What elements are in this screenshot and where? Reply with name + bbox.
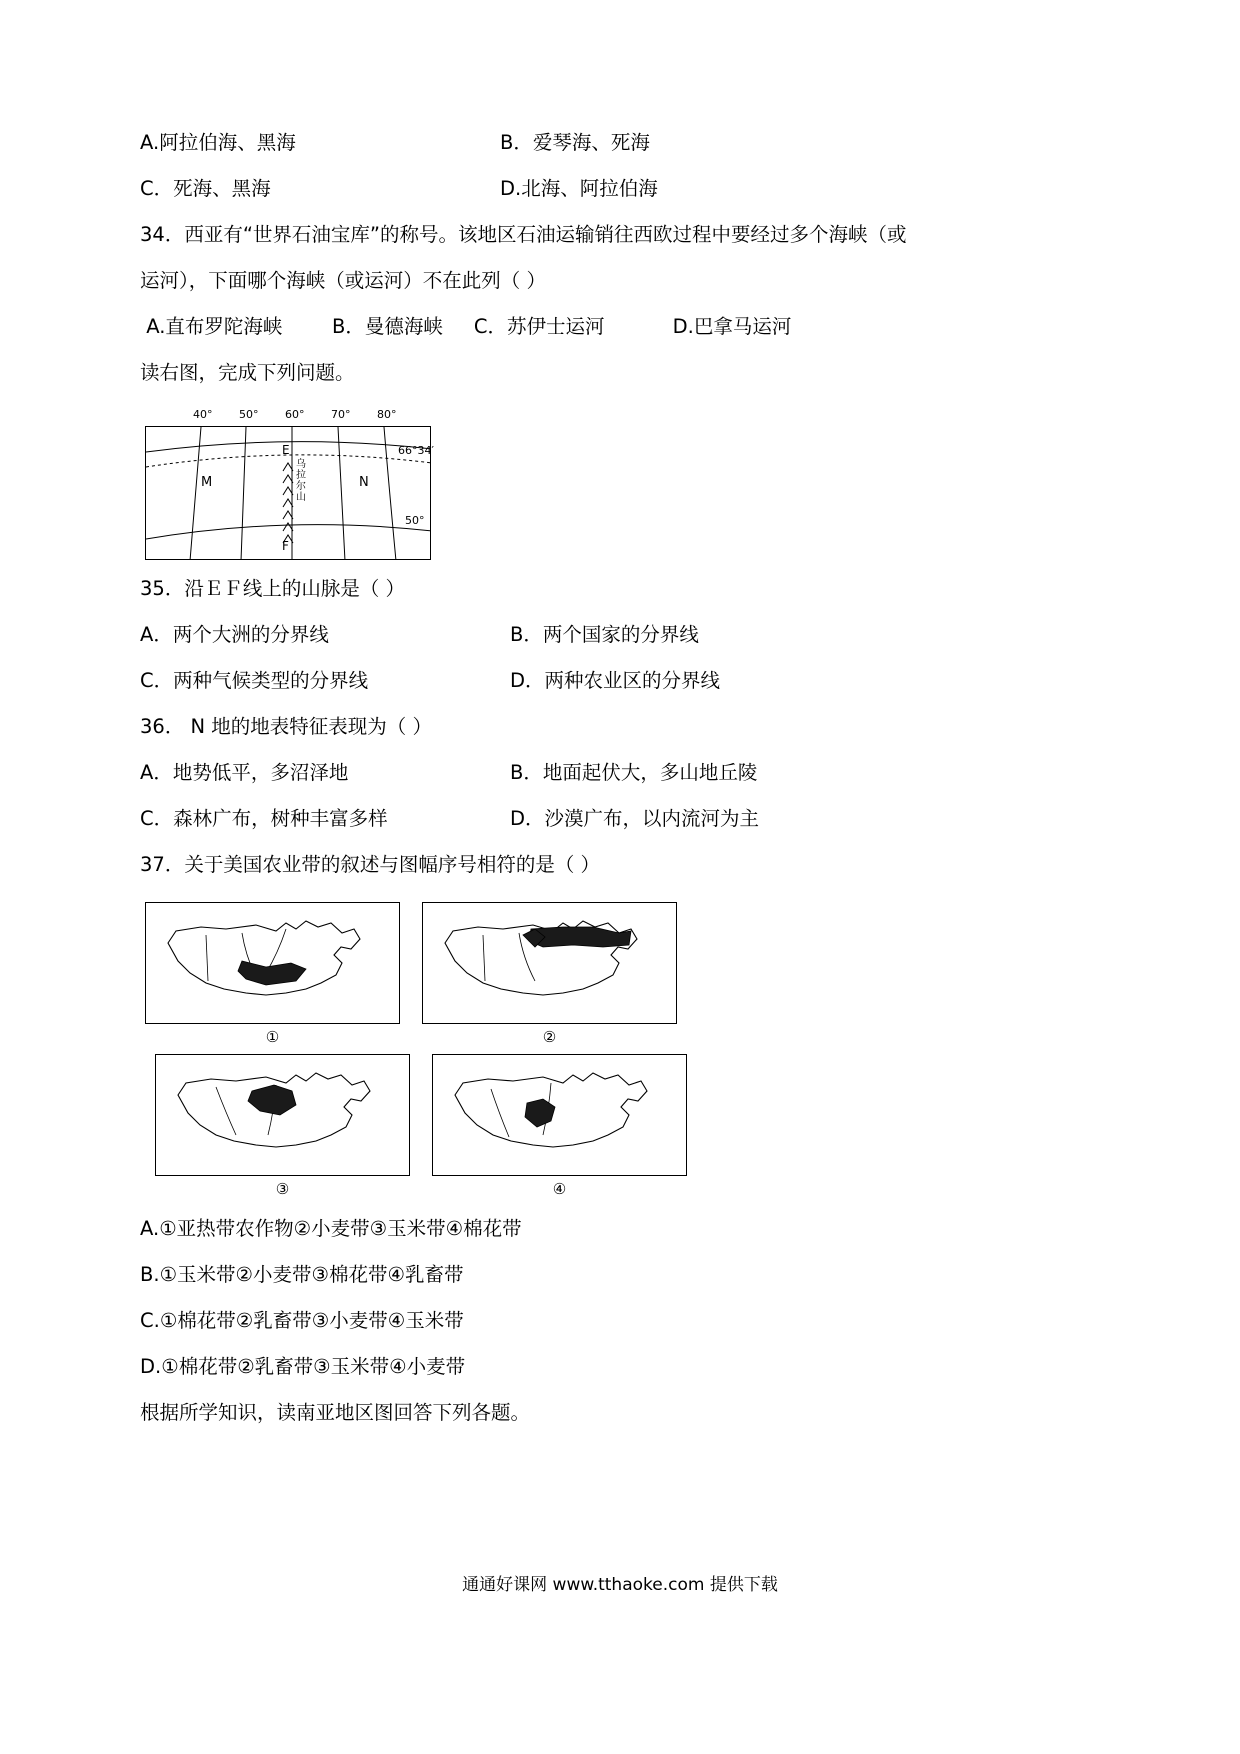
lat-label-6634: 66°34′ bbox=[398, 444, 434, 457]
q33-option-b: B．爱琴海、死海 bbox=[500, 131, 650, 154]
us-map-drawing-3 bbox=[156, 1055, 410, 1176]
point-e-label: E bbox=[282, 443, 290, 457]
us-map-cell-3 bbox=[155, 1054, 410, 1202]
lon-label-40: 40° bbox=[193, 408, 213, 421]
lon-label-50: 50° bbox=[239, 408, 259, 421]
us-map-3 bbox=[155, 1054, 410, 1176]
lat-label-50: 50° bbox=[405, 514, 425, 527]
us-agriculture-figure bbox=[145, 902, 705, 1202]
q35-option-d: D．两种农业区的分界线 bbox=[510, 669, 721, 692]
q36-option-c: C．森林广布，树种丰富多样 bbox=[140, 807, 388, 830]
q36-options-row-1 bbox=[140, 750, 1100, 796]
us-map-2 bbox=[422, 902, 677, 1024]
q36-option-b: B．地面起伏大，多山地丘陵 bbox=[510, 761, 758, 784]
us-map-caption-1: ① bbox=[265, 1028, 280, 1046]
q34-stem-line1: 34．西亚有“世界石油宝库”的称号。该地区石油运输销往西欧过程中要经过多个海峡（或 bbox=[140, 223, 907, 246]
us-map-drawing-1 bbox=[146, 903, 400, 1024]
lon-label-80: 80° bbox=[377, 408, 397, 421]
us-map-caption-2: ② bbox=[542, 1028, 557, 1046]
q34-stem-line2: 运河），下面哪个海峡（或运河）不在此列（ ） bbox=[140, 269, 546, 292]
us-map-cell-4 bbox=[432, 1054, 687, 1202]
closing-prompt: 根据所学知识，读南亚地区图回答下列各题。 bbox=[140, 1401, 531, 1424]
point-f-label: F bbox=[282, 539, 289, 553]
read-map-prompt: 读右图，完成下列问题。 bbox=[140, 361, 355, 384]
q36-option-d: D．沙漠广布，以内流河为主 bbox=[510, 807, 760, 830]
ural-map-figure bbox=[145, 406, 435, 566]
q35-option-a: A．两个大洲的分界线 bbox=[140, 623, 329, 646]
us-map-cell-2 bbox=[422, 902, 677, 1050]
us-map-cell-1 bbox=[145, 902, 400, 1050]
ural-map-frame bbox=[145, 426, 431, 560]
lon-label-60: 60° bbox=[285, 408, 305, 421]
us-map-row-1 bbox=[145, 902, 705, 1050]
document-content bbox=[140, 120, 1100, 1436]
q35-option-c: C．两种气候类型的分界线 bbox=[140, 669, 369, 692]
q33-option-d: D.北海、阿拉伯海 bbox=[500, 177, 658, 200]
us-map-1 bbox=[145, 902, 400, 1024]
q35-options-row-1 bbox=[140, 612, 1100, 658]
lon-label-70: 70° bbox=[331, 408, 351, 421]
q37-option-a: A.①亚热带农作物②小麦带③玉米带④棉花带 bbox=[140, 1217, 522, 1240]
us-map-caption-3: ③ bbox=[275, 1180, 290, 1198]
region-label-m: M bbox=[201, 475, 213, 490]
q37-option-d: D.①棉花带②乳畜带③玉米带④小麦带 bbox=[140, 1355, 466, 1378]
q36-option-a: A．地势低平，多沼泽地 bbox=[140, 761, 349, 784]
page-footer: 通通好课网 www.tthaoke.com 提供下载 bbox=[462, 1575, 778, 1595]
q37-stem: 37．关于美国农业带的叙述与图幅序号相符的是（ ） bbox=[140, 853, 601, 876]
q33-options-row-1 bbox=[140, 120, 1100, 166]
us-map-row-2 bbox=[145, 1054, 705, 1202]
region-label-n: N bbox=[359, 475, 369, 490]
us-map-caption-4: ④ bbox=[552, 1180, 567, 1198]
q35-options-row-2 bbox=[140, 658, 1100, 704]
q35-stem: 35．沿ＥＦ线上的山脉是（ ） bbox=[140, 577, 406, 600]
q37-option-b: B.①玉米带②小麦带③棉花带④乳畜带 bbox=[140, 1263, 464, 1286]
q33-option-c: C．死海、黑海 bbox=[140, 177, 271, 200]
q34-options: A.直布罗陀海峡 B．曼德海峡 C．苏伊士运河 D.巴拿马运河 bbox=[140, 315, 792, 338]
us-map-4 bbox=[432, 1054, 687, 1176]
q36-stem: 36． N 地的地表特征表现为（ ） bbox=[140, 715, 432, 738]
q33-options-row-2 bbox=[140, 166, 1100, 212]
us-map-drawing-4 bbox=[433, 1055, 687, 1176]
q36-options-row-2 bbox=[140, 796, 1100, 842]
q33-option-a: A.阿拉伯海、黑海 bbox=[140, 131, 296, 154]
q37-option-c: C.①棉花带②乳畜带③小麦带④玉米带 bbox=[140, 1309, 464, 1332]
q35-option-b: B．两个国家的分界线 bbox=[510, 623, 699, 646]
ural-mountain-label: 乌拉尔山 bbox=[296, 459, 306, 503]
us-map-drawing-2 bbox=[423, 903, 677, 1024]
